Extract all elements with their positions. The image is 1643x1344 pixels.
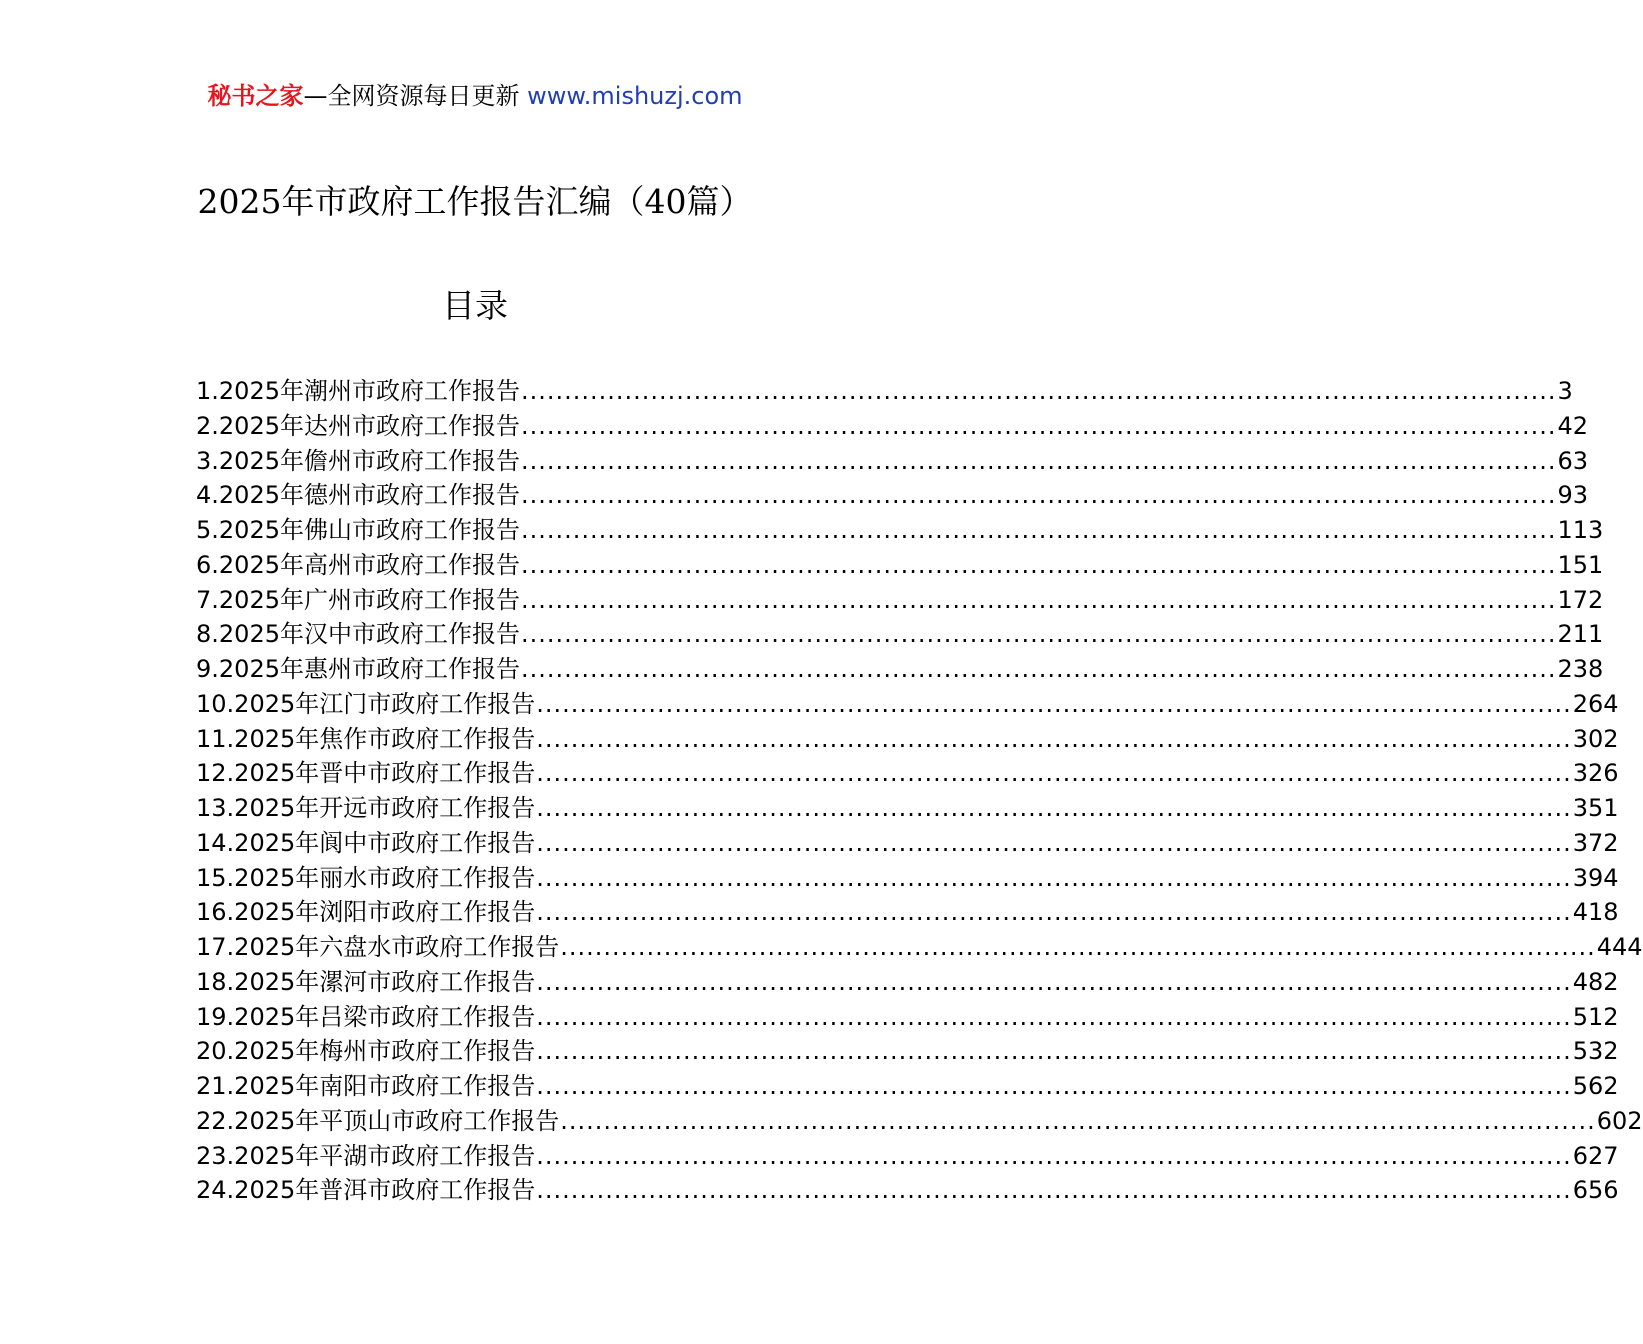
toc-entry[interactable]	[196, 1139, 1619, 1174]
toc-entry-title: 1.2025年潮州市政府工作报告	[196, 377, 520, 405]
toc-entry-page-number: 238	[1557, 655, 1604, 683]
site-header	[0, 80, 950, 112]
toc-entry-title: 19.2025年吕梁市政府工作报告	[196, 1002, 536, 1031]
toc-entry[interactable]	[196, 478, 1588, 513]
toc-dot-leader: ........................................................................................................................	[536, 863, 1572, 892]
toc-entry-title: 8.2025年汉中市政府工作报告	[196, 620, 520, 649]
toc-entry-title: 18.2025年漯河市政府工作报告	[196, 967, 536, 996]
toc-dot-leader: ........................................................................................................................	[536, 898, 1572, 927]
toc-entry-page-number: 264	[1572, 689, 1619, 718]
website-link[interactable]: www.mishuzj.com	[527, 82, 743, 110]
toc-dot-leader: ........................................................................................................................	[536, 1141, 1572, 1170]
toc-dot-leader: ........................................................................................................................	[536, 794, 1572, 822]
toc-entry-title: 2.2025年达州市政府工作报告	[196, 411, 520, 440]
toc-dot-leader: ........................................................................................................................	[536, 1176, 1572, 1205]
toc-entry-title: 24.2025年普洱市政府工作报告	[196, 1176, 536, 1205]
toc-entry-page-number: 418	[1572, 898, 1619, 927]
toc-dot-leader: ........................................................................................................................	[520, 377, 1557, 405]
toc-entry-page-number: 302	[1572, 724, 1619, 753]
toc-entry-title: 12.2025年晋中市政府工作报告	[196, 759, 536, 788]
toc-entry-title: 6.2025年高州市政府工作报告	[196, 550, 520, 579]
toc-entry-page-number: 326	[1572, 759, 1619, 788]
toc-dot-leader: ........................................................................................................................	[560, 933, 1596, 961]
toc-entry-title: 7.2025年广州市政府工作报告	[196, 585, 520, 614]
toc-entry-page-number: 602	[1596, 1106, 1643, 1135]
toc-entry-title: 10.2025年江门市政府工作报告	[196, 689, 536, 718]
toc-heading: 目录	[442, 286, 508, 325]
toc-entry-page-number: 63	[1557, 446, 1588, 475]
toc-dot-leader: ........................................................................................................................	[520, 446, 1557, 475]
toc-entry-page-number: 113	[1557, 516, 1604, 544]
toc-entry[interactable]	[196, 791, 1619, 826]
toc-entry-title: 22.2025年平顶山市政府工作报告	[196, 1106, 560, 1135]
toc-dot-leader: ........................................................................................................................	[520, 516, 1557, 544]
toc-entry-page-number: 532	[1572, 1037, 1619, 1066]
toc-dot-leader: ........................................................................................................................	[536, 689, 1572, 718]
toc-entry[interactable]	[196, 722, 1619, 757]
toc-entry-page-number: 351	[1572, 794, 1619, 822]
toc-entry[interactable]	[196, 652, 1604, 687]
toc-entry[interactable]	[196, 930, 1643, 965]
toc-entry[interactable]	[196, 687, 1619, 722]
document-title: 2025年市政府工作报告汇编（40篇）	[197, 182, 753, 221]
table-of-contents	[196, 374, 1643, 1208]
toc-entry[interactable]	[196, 861, 1619, 896]
toc-entry-title: 21.2025年南阳市政府工作报告	[196, 1072, 536, 1100]
brand-name: 秘书之家	[207, 82, 304, 110]
toc-dot-leader: ........................................................................................................................	[536, 724, 1572, 753]
toc-entry-title: 16.2025年浏阳市政府工作报告	[196, 898, 536, 927]
toc-dot-leader: ........................................................................................................................	[520, 620, 1557, 649]
toc-entry[interactable]	[196, 1104, 1643, 1139]
toc-entry[interactable]	[196, 1173, 1619, 1208]
toc-entry-title: 13.2025年开远市政府工作报告	[196, 794, 536, 822]
toc-entry[interactable]	[196, 1069, 1619, 1104]
toc-entry-page-number: 512	[1572, 1002, 1619, 1031]
toc-entry-page-number: 562	[1572, 1072, 1619, 1100]
toc-entry-page-number: 93	[1557, 481, 1588, 510]
toc-dot-leader: ........................................................................................................................	[560, 1106, 1596, 1135]
header-slogan: —全网资源每日更新	[303, 82, 520, 110]
toc-entry[interactable]	[196, 1034, 1619, 1069]
toc-dot-leader: ........................................................................................................................	[520, 655, 1557, 683]
toc-entry[interactable]	[196, 895, 1619, 930]
toc-entry-page-number: 444	[1596, 933, 1643, 961]
toc-entry[interactable]	[196, 374, 1573, 409]
toc-entry[interactable]	[196, 826, 1619, 861]
toc-dot-leader: ........................................................................................................................	[536, 1072, 1572, 1100]
toc-entry-page-number: 151	[1557, 550, 1604, 579]
toc-entry-page-number: 3	[1557, 377, 1573, 405]
toc-entry-page-number: 656	[1572, 1176, 1619, 1205]
toc-entry[interactable]	[196, 965, 1619, 1000]
toc-entry-title: 4.2025年德州市政府工作报告	[196, 481, 520, 510]
toc-entry-title: 9.2025年惠州市政府工作报告	[196, 655, 520, 683]
toc-entry[interactable]	[196, 756, 1619, 791]
toc-entry-title: 3.2025年儋州市政府工作报告	[196, 446, 520, 475]
toc-entry[interactable]	[196, 583, 1604, 618]
toc-entry-title: 5.2025年佛山市政府工作报告	[196, 516, 520, 544]
toc-dot-leader: ........................................................................................................................	[520, 411, 1557, 440]
toc-dot-leader: ........................................................................................................................	[536, 828, 1572, 857]
toc-entry-title: 11.2025年焦作市政府工作报告	[196, 724, 536, 753]
toc-entry-title: 14.2025年阆中市政府工作报告	[196, 828, 536, 857]
toc-dot-leader: ........................................................................................................................	[520, 481, 1557, 510]
toc-entry[interactable]	[196, 409, 1588, 444]
toc-dot-leader: ........................................................................................................................	[536, 759, 1572, 788]
toc-entry-title: 15.2025年丽水市政府工作报告	[196, 863, 536, 892]
toc-entry[interactable]	[196, 617, 1604, 652]
toc-dot-leader: ........................................................................................................................	[520, 585, 1557, 614]
toc-entry[interactable]	[196, 444, 1588, 479]
toc-entry-title: 20.2025年梅州市政府工作报告	[196, 1037, 536, 1066]
toc-entry-page-number: 211	[1557, 620, 1604, 649]
toc-dot-leader: ........................................................................................................................	[536, 1002, 1572, 1031]
toc-dot-leader: ........................................................................................................................	[536, 967, 1572, 996]
toc-entry-page-number: 394	[1572, 863, 1619, 892]
toc-entry[interactable]	[196, 548, 1604, 583]
toc-entry-page-number: 42	[1557, 411, 1588, 440]
toc-entry-title: 17.2025年六盘水市政府工作报告	[196, 933, 560, 961]
toc-entry-page-number: 627	[1572, 1141, 1619, 1170]
toc-entry-page-number: 172	[1557, 585, 1604, 614]
toc-entry[interactable]	[196, 1000, 1619, 1035]
toc-dot-leader: ........................................................................................................................	[520, 550, 1557, 579]
toc-entry-title: 23.2025年平湖市政府工作报告	[196, 1141, 536, 1170]
toc-entry-page-number: 372	[1572, 828, 1619, 857]
toc-entry[interactable]	[196, 513, 1604, 548]
toc-dot-leader: ........................................................................................................................	[536, 1037, 1572, 1066]
toc-entry-page-number: 482	[1572, 967, 1619, 996]
